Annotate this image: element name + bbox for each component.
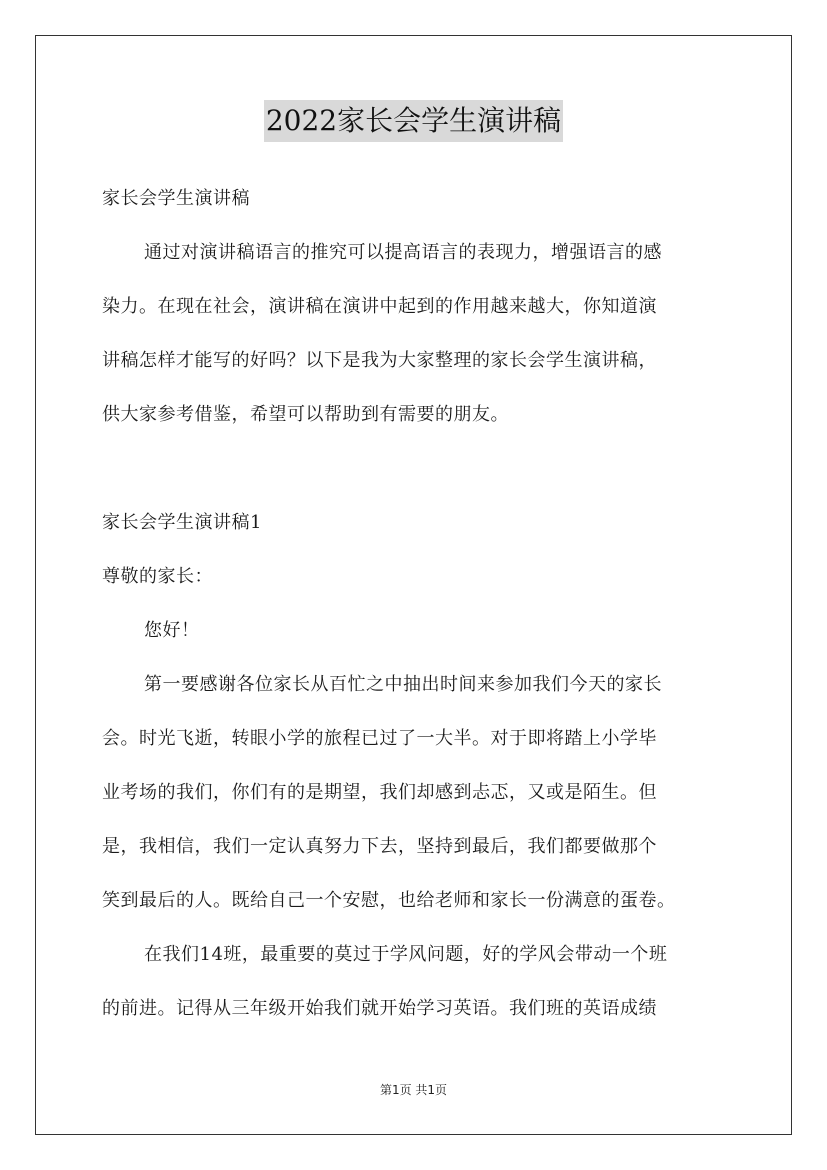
paragraph-spacer: [102, 442, 727, 496]
body-line: 会。时光飞逝，转眼小学的旅程已过了一大半。对于即将踏上小学毕: [102, 728, 657, 749]
intro-line: 讲稿怎样才能写的好吗？以下是我为大家整理的家长会学生演讲稿，: [102, 350, 657, 371]
body-line: 是，我相信，我们一定认真努力下去，坚持到最后，我们都要做那个: [102, 836, 657, 857]
greeting: 您好！: [144, 620, 200, 641]
body-line: 业考场的我们，你们有的是期望，我们却感到忐忑，又或是陌生。但: [102, 782, 657, 803]
body-line: 的前进。记得从三年级开始我们就开始学习英语。我们班的英语成绩: [102, 998, 657, 1019]
document-title: 2022家长会学生演讲稿: [264, 100, 563, 142]
salutation: 尊敬的家长：: [102, 566, 213, 587]
page-footer: 第1页 共1页: [379, 1083, 448, 1097]
document-body: [102, 172, 727, 1036]
body-line: 第一要感谢各位家长从百忙之中抽出时间来参加我们今天的家长: [144, 674, 662, 695]
body-line: 笑到最后的人。既给自己一个安慰，也给老师和家长一份满意的蛋卷。: [102, 890, 676, 911]
intro-line: 供大家参考借鉴，希望可以帮助到有需要的朋友。: [102, 404, 509, 425]
body-line: 在我们14班，最重要的莫过于学风问题，好的学风会带动一个班: [144, 944, 668, 965]
subtitle: 家长会学生演讲稿: [102, 188, 250, 209]
title-container: [0, 100, 827, 142]
section-heading: 家长会学生演讲稿1: [102, 512, 262, 533]
intro-line: 染力。在现在社会，演讲稿在演讲中起到的作用越来越大，你知道演: [102, 296, 657, 317]
intro-line: 通过对演讲稿语言的推究可以提高语言的表现力，增强语言的感: [144, 242, 662, 263]
